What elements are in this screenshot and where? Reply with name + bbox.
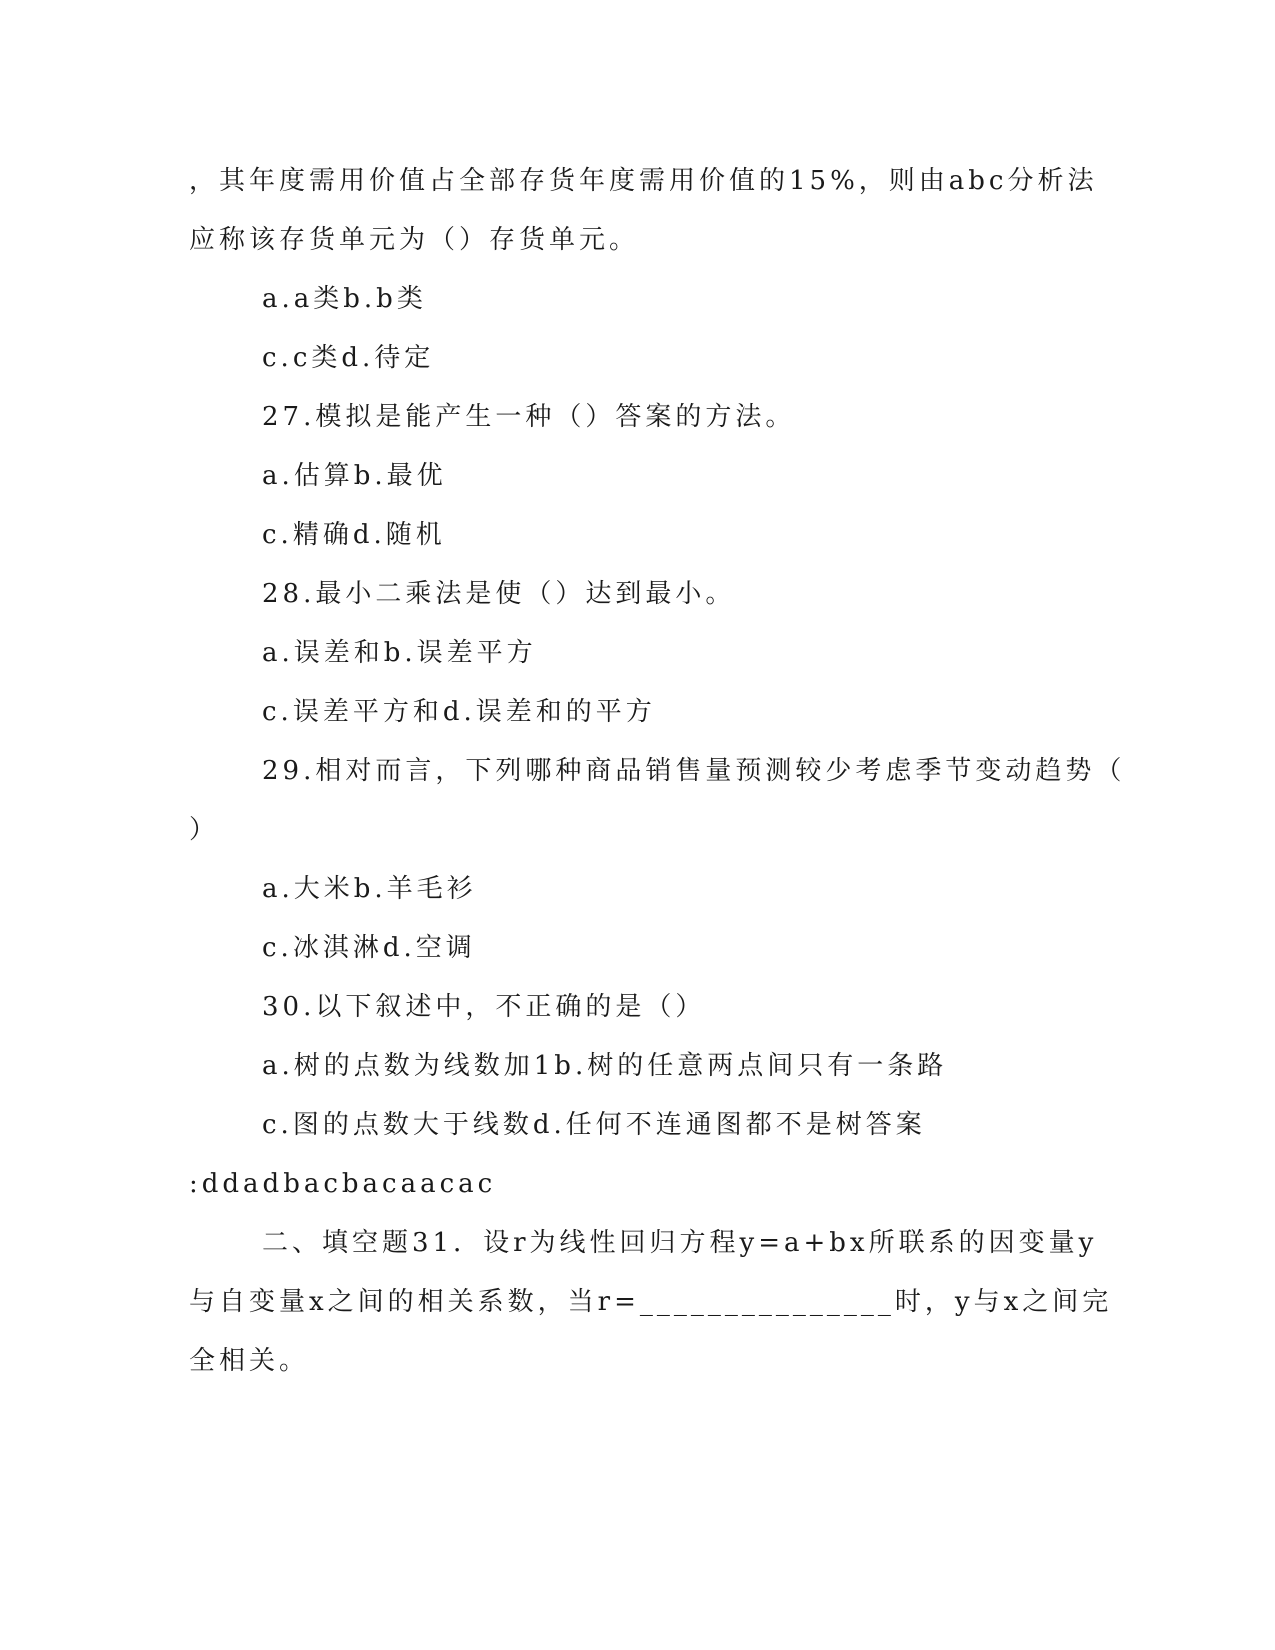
- section-heading-fill-in: 二、填空题31．设r为线性回归方程y=a+bx所联系的因变量y: [262, 1228, 1098, 1258]
- question-30: 30.以下叙述中，不正确的是（）: [262, 992, 706, 1022]
- option-line-1: a.a类b.b类: [262, 284, 427, 314]
- answer-key: :ddadbacbacaacac: [189, 1169, 497, 1199]
- question-27: 27.模拟是能产生一种（）答案的方法。: [262, 402, 796, 432]
- text-line-5: 全相关。: [189, 1346, 310, 1376]
- question-29: 29.相对而言，下列哪种商品销售量预测较少考虑季节变动趋势（: [262, 756, 1126, 786]
- text-line-2: 应称该存货单元为（）存货单元。: [189, 225, 640, 255]
- option-line-6: c.误差平方和d.误差和的平方: [262, 697, 656, 727]
- option-line-10: c.图的点数大于线数d.任何不连通图都不是树答案: [262, 1110, 926, 1140]
- text-line-4: 与自变量x之间的相关系数，当r=_______________时，y与x之间完: [189, 1287, 1113, 1317]
- question-28: 28.最小二乘法是使（）达到最小。: [262, 579, 736, 609]
- option-line-2: c.c类d.待定: [262, 343, 435, 373]
- text-line-1: ，其年度需用价值占全部存货年度需用价值的15%，则由abc分析法: [189, 166, 1098, 196]
- option-line-5: a.误差和b.误差平方: [262, 638, 537, 668]
- option-line-8: c.冰淇淋d.空调: [262, 933, 476, 963]
- text-line-3: ）: [189, 815, 220, 845]
- option-line-4: c.精确d.随机: [262, 520, 446, 550]
- option-line-3: a.估算b.最优: [262, 461, 447, 491]
- option-line-7: a.大米b.羊毛衫: [262, 874, 477, 904]
- option-line-9: a.树的点数为线数加1b.树的任意两点间只有一条路: [262, 1051, 948, 1081]
